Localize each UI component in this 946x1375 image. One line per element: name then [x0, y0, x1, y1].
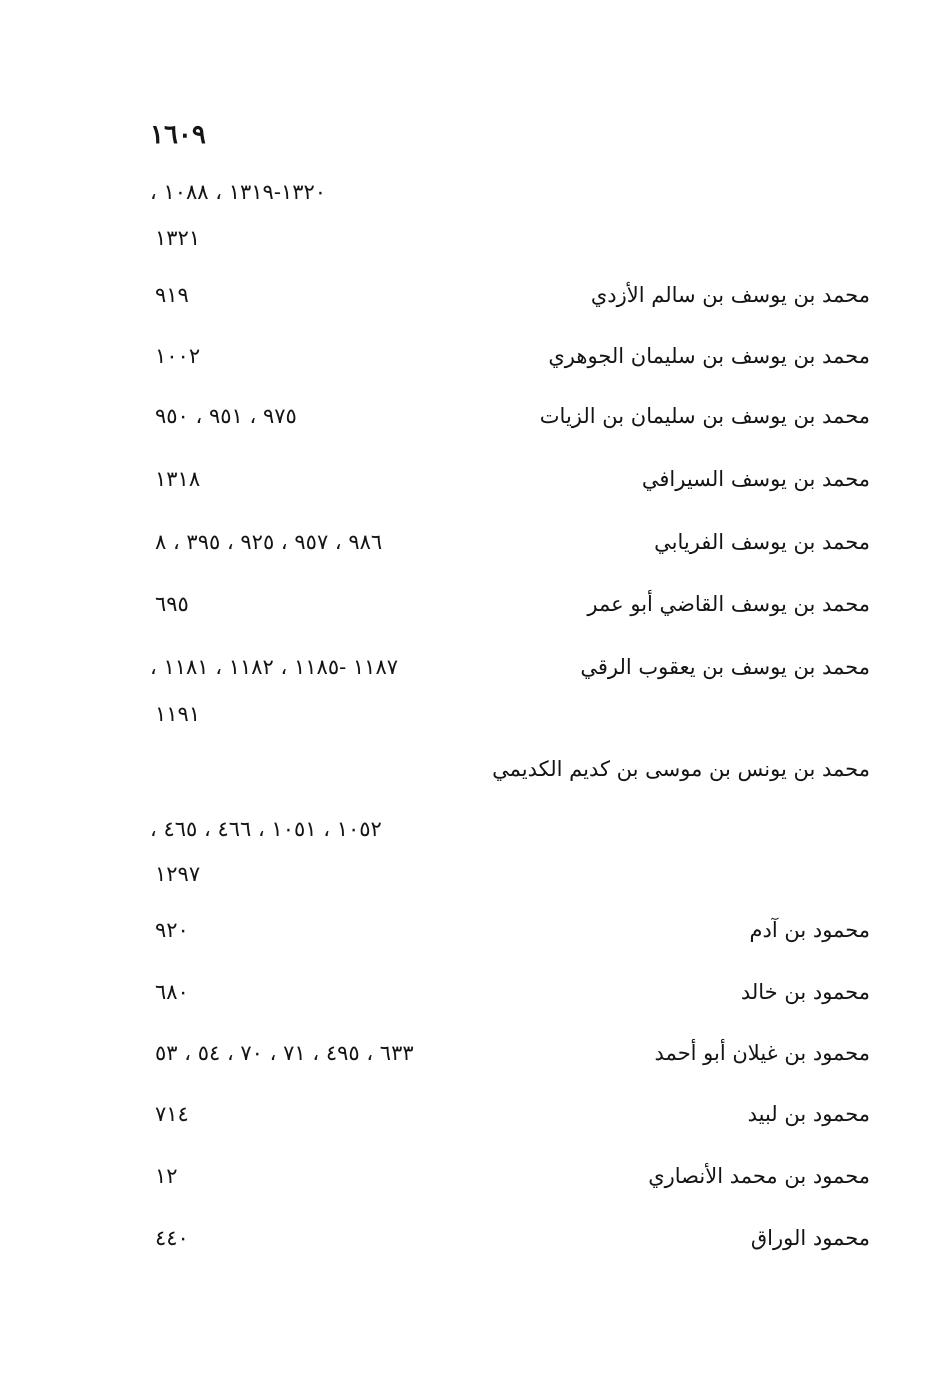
entry-1-name: محمد بن يوسف بن سالم الأزدي	[590, 283, 870, 307]
entry-14-refs: ٤٤٠	[155, 1226, 189, 1250]
entry-5-refs: ٩٨٦ ، ٩٥٧ ، ٩٢٥ ، ٣٩٥ ، ٨	[155, 530, 383, 554]
entry-12-refs: ٧١٤	[155, 1102, 189, 1126]
entry-13-refs: ١٢	[155, 1164, 178, 1188]
entry-8-refs-line-2: ١٢٩٧	[155, 862, 201, 886]
entry-7-name: محمد بن يوسف بن يعقوب الرقي	[580, 655, 870, 679]
entry-5-name: محمد بن يوسف الفريابي	[654, 530, 870, 554]
entry-7-refs-line-2: ١١٩١	[155, 702, 201, 726]
entry-8-name: محمد بن يونس بن موسى بن كديم الكديمي	[492, 757, 870, 781]
entry-6-refs: ٦٩٥	[155, 592, 189, 616]
entry-0-refs-line-1: ، ١٣٢٠-١٣١٩ ، ١٠٨٨	[150, 180, 327, 204]
entry-2-name: محمد بن يوسف بن سليمان الجوهري	[548, 344, 870, 368]
entry-4-name: محمد بن يوسف السيرافي	[641, 467, 870, 491]
entry-10-refs: ٦٨٠	[155, 980, 189, 1004]
entry-13-name: محمود بن محمد الأنصاري	[648, 1164, 870, 1188]
entry-3-refs: ٩٧٥ ، ٩٥١ ، ٩٥٠	[155, 404, 297, 428]
entry-12-name: محمود بن لبيد	[747, 1102, 870, 1126]
entry-10-name: محمود بن خالد	[740, 980, 870, 1004]
entry-1-refs: ٩١٩	[155, 283, 189, 307]
entry-3-name: محمد بن يوسف بن سليمان بن الزيات	[539, 404, 870, 428]
entry-6-name: محمد بن يوسف القاضي أبو عمر	[587, 592, 870, 616]
entry-11-name: محمود بن غيلان أبو أحمد	[654, 1041, 870, 1065]
entry-14-name: محمود الوراق	[750, 1226, 870, 1250]
entry-9-refs: ٩٢٠	[155, 918, 189, 942]
entry-8-refs-line-1: ، ١٠٥٢ ، ١٠٥١ ، ٤٦٦ ، ٤٦٥	[150, 817, 382, 841]
entry-7-refs-line-1: ، ١١٨٧ -١١٨٥ ، ١١٨٢ ، ١١٨١	[150, 655, 399, 679]
entry-4-refs: ١٣١٨	[155, 467, 201, 491]
page-number: ١٦٠٩	[150, 120, 206, 150]
entry-11-refs: ٦٣٣ ، ٤٩٥ ، ٧١ ، ٧٠ ، ٥٤ ، ٥٣	[155, 1041, 414, 1065]
entry-2-refs: ١٠٠٢	[155, 344, 201, 368]
entry-9-name: محمود بن آدم	[749, 918, 870, 942]
entry-0-refs-line-2: ١٣٢١	[155, 226, 201, 250]
